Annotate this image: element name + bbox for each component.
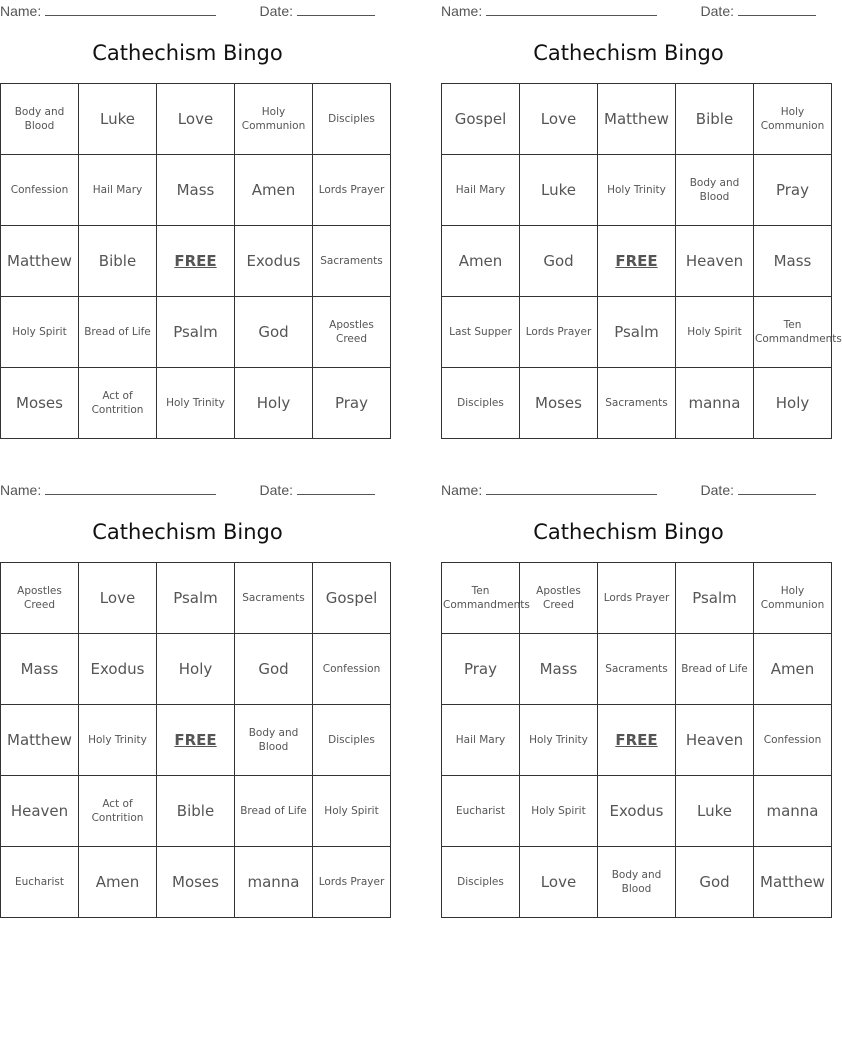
bingo-cell: Psalm: [157, 563, 235, 634]
bingo-row: [1, 155, 391, 226]
bingo-cell: Last Supper: [442, 297, 520, 368]
date-label: Date:: [700, 3, 734, 19]
bingo-cell: Matthew: [754, 847, 832, 918]
bingo-cell: Ten Commandments: [754, 297, 832, 368]
bingo-cell: Bread of Life: [676, 634, 754, 705]
bingo-cell: Psalm: [676, 563, 754, 634]
bingo-grid: [441, 83, 842, 439]
bingo-cell: Apostles Creed: [1, 563, 79, 634]
bingo-cell: Confession: [313, 634, 391, 705]
date-field[interactable]: [260, 481, 375, 498]
bingo-cell: Ten Commandments: [442, 563, 520, 634]
bingo-cell: God: [235, 297, 313, 368]
bingo-row: [442, 84, 832, 155]
bingo-row: [442, 155, 832, 226]
bingo-row: [442, 634, 832, 705]
bingo-cell: Disciples: [313, 705, 391, 776]
date-field[interactable]: [701, 481, 816, 498]
bingo-cell: manna: [754, 776, 832, 847]
bingo-cell: Bread of Life: [235, 776, 313, 847]
name-label: Name:: [0, 482, 42, 498]
bingo-cell: manna: [676, 368, 754, 439]
bingo-cell: God: [676, 847, 754, 918]
date-label: Date:: [259, 3, 293, 19]
bingo-row: [1, 563, 391, 634]
bingo-cell: Holy: [754, 368, 832, 439]
bingo-cell: Body and Blood: [598, 847, 676, 918]
bingo-grid: [0, 83, 391, 439]
bingo-cell: Hail Mary: [79, 155, 157, 226]
bingo-cell: Amen: [79, 847, 157, 918]
free-space-cell: FREE: [157, 705, 235, 776]
bingo-cell: Psalm: [157, 297, 235, 368]
card-title: Cathechism Bingo: [533, 41, 724, 65]
bingo-cell: Act of Contrition: [79, 776, 157, 847]
name-field[interactable]: [441, 2, 657, 19]
bingo-row: [442, 847, 832, 918]
bingo-row: [442, 368, 832, 439]
bingo-cell: God: [235, 634, 313, 705]
free-space-cell: FREE: [598, 705, 676, 776]
date-blank-line: [297, 2, 375, 16]
date-blank-line: [738, 481, 816, 495]
bingo-cell: Exodus: [79, 634, 157, 705]
bingo-cell: Gospel: [313, 563, 391, 634]
date-blank-line: [297, 481, 375, 495]
bingo-cell: Holy Trinity: [157, 368, 235, 439]
bingo-cell: Holy Spirit: [676, 297, 754, 368]
bingo-row: [442, 563, 832, 634]
bingo-cell: Bread of Life: [79, 297, 157, 368]
bingo-cell: Holy Trinity: [520, 705, 598, 776]
bingo-cell: Amen: [754, 634, 832, 705]
bingo-cell: Love: [79, 563, 157, 634]
bingo-cell: Sacraments: [313, 226, 391, 297]
bingo-row: [442, 297, 832, 368]
name-date-header: [0, 2, 375, 20]
name-field[interactable]: [0, 481, 216, 498]
bingo-cell: Disciples: [442, 368, 520, 439]
name-label: Name:: [0, 3, 42, 19]
bingo-cell: Psalm: [598, 297, 676, 368]
bingo-cell: Mass: [1, 634, 79, 705]
bingo-cell: Holy Communion: [754, 563, 832, 634]
bingo-cell: Love: [520, 847, 598, 918]
name-blank-line: [45, 481, 216, 495]
bingo-cell: Eucharist: [442, 776, 520, 847]
bingo-cell: Moses: [157, 847, 235, 918]
bingo-cell: Lords Prayer: [598, 563, 676, 634]
bingo-cell: Love: [157, 84, 235, 155]
bingo-row: [1, 297, 391, 368]
bingo-cell: Pray: [754, 155, 832, 226]
bingo-cell: Moses: [1, 368, 79, 439]
bingo-cell: Body and Blood: [676, 155, 754, 226]
bingo-row: [1, 84, 391, 155]
bingo-cell: Holy Spirit: [1, 297, 79, 368]
card-title: Cathechism Bingo: [92, 520, 283, 544]
name-date-header: [0, 481, 375, 499]
bingo-cell: manna: [235, 847, 313, 918]
bingo-cell: Lords Prayer: [313, 847, 391, 918]
bingo-cell: Mass: [754, 226, 832, 297]
free-space-cell: FREE: [598, 226, 676, 297]
free-space-cell: FREE: [157, 226, 235, 297]
bingo-cell: Bible: [157, 776, 235, 847]
bingo-cell: Body and Blood: [1, 84, 79, 155]
bingo-cell: Matthew: [1, 226, 79, 297]
bingo-cell: Confession: [754, 705, 832, 776]
bingo-cell: Confession: [1, 155, 79, 226]
bingo-cell: God: [520, 226, 598, 297]
bingo-cell: Exodus: [235, 226, 313, 297]
bingo-cell: Luke: [79, 84, 157, 155]
name-label: Name:: [441, 3, 483, 19]
bingo-cell: Bible: [79, 226, 157, 297]
bingo-grid: [0, 562, 391, 918]
bingo-cell: Holy Communion: [754, 84, 832, 155]
bingo-grid: [441, 562, 832, 918]
bingo-cell: Hail Mary: [442, 155, 520, 226]
bingo-cell: Luke: [676, 776, 754, 847]
bingo-row: [1, 226, 391, 297]
bingo-cell: Holy: [235, 368, 313, 439]
date-label: Date:: [259, 482, 293, 498]
bingo-row: [1, 776, 391, 847]
bingo-cell: Holy Communion: [235, 84, 313, 155]
bingo-cell: Mass: [520, 634, 598, 705]
bingo-cell: Bible: [676, 84, 754, 155]
bingo-cell: Luke: [520, 155, 598, 226]
bingo-cell: Exodus: [598, 776, 676, 847]
name-date-header: [441, 2, 816, 20]
bingo-cell: Sacraments: [598, 634, 676, 705]
bingo-cell: Pray: [313, 368, 391, 439]
name-blank-line: [486, 2, 657, 16]
bingo-cell: Lords Prayer: [520, 297, 598, 368]
bingo-cell: Heaven: [676, 226, 754, 297]
bingo-cell: Heaven: [1, 776, 79, 847]
bingo-cell: Amen: [235, 155, 313, 226]
name-blank-line: [45, 2, 216, 16]
bingo-cell: Matthew: [598, 84, 676, 155]
bingo-cell: Disciples: [313, 84, 391, 155]
bingo-cell: Amen: [442, 226, 520, 297]
bingo-cell: Moses: [520, 368, 598, 439]
name-field[interactable]: [0, 2, 216, 19]
bingo-cell: Pray: [442, 634, 520, 705]
bingo-cell: Hail Mary: [442, 705, 520, 776]
bingo-cell: Apostles Creed: [313, 297, 391, 368]
date-blank-line: [738, 2, 816, 16]
bingo-cell: Apostles Creed: [520, 563, 598, 634]
bingo-cell: Gospel: [442, 84, 520, 155]
bingo-cell: Eucharist: [1, 847, 79, 918]
name-label: Name:: [441, 482, 483, 498]
bingo-row: [1, 634, 391, 705]
bingo-row: [1, 847, 391, 918]
date-field[interactable]: [701, 2, 816, 19]
bingo-cell: Act of Contrition: [79, 368, 157, 439]
bingo-cell: Body and Blood: [235, 705, 313, 776]
bingo-cell: Mass: [157, 155, 235, 226]
card-title: Cathechism Bingo: [533, 520, 724, 544]
bingo-row: [442, 705, 832, 776]
bingo-row: [442, 776, 832, 847]
bingo-cell: Holy Spirit: [313, 776, 391, 847]
bingo-cell: Holy Trinity: [598, 155, 676, 226]
date-label: Date:: [700, 482, 734, 498]
bingo-row: [1, 705, 391, 776]
bingo-cell: Sacraments: [598, 368, 676, 439]
bingo-cell: Disciples: [442, 847, 520, 918]
name-blank-line: [486, 481, 657, 495]
date-field[interactable]: [260, 2, 375, 19]
bingo-cell: Sacraments: [235, 563, 313, 634]
bingo-cell: Matthew: [1, 705, 79, 776]
card-title: Cathechism Bingo: [92, 41, 283, 65]
bingo-row: [442, 226, 832, 297]
bingo-row: [1, 368, 391, 439]
bingo-cell: Holy Spirit: [520, 776, 598, 847]
bingo-cell: Lords Prayer: [313, 155, 391, 226]
bingo-cell: Love: [520, 84, 598, 155]
bingo-cell: Heaven: [676, 705, 754, 776]
name-field[interactable]: [441, 481, 657, 498]
name-date-header: [441, 481, 816, 499]
bingo-cell: Holy Trinity: [79, 705, 157, 776]
bingo-cell: Holy: [157, 634, 235, 705]
